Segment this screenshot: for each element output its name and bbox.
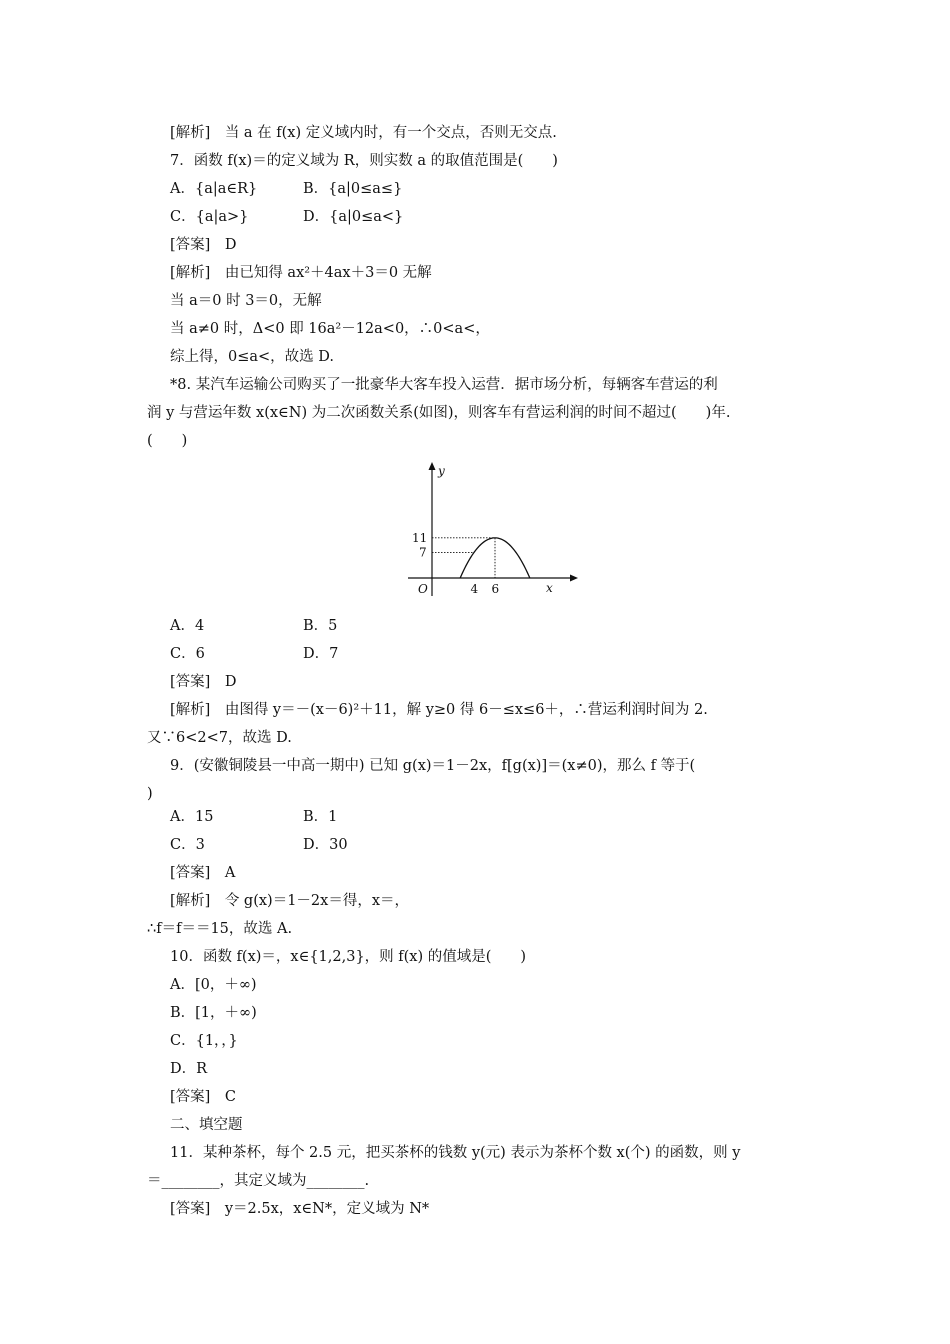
option-b: B．1 [303, 809, 338, 825]
x-tick-label: 6 [491, 582, 500, 596]
parabola-graph [398, 458, 580, 602]
option-b: B．5 [303, 618, 338, 634]
analysis-8-line-2: 又∵6<2<7，故选 D. [147, 730, 292, 746]
line-2: 7．函数 f(x)＝的定义域为 R，则实数 a 的取值范围是( ) [170, 153, 558, 169]
question-11-line-2: ＝________，其定义域为________. [147, 1173, 370, 1189]
option-a: A．{a|a∈R} [170, 181, 258, 197]
question-8-line-2: 润 y 与营运年数 x(x∈N) 为二次函数关系(如图)，则客车有营运利润的时间不超过( )年. [147, 405, 731, 421]
x-tick-label: 4 [470, 582, 479, 596]
option-b: B．[1，＋∞) [170, 1005, 257, 1021]
analysis-7-line-4: 综上得，0≤a<，故选 D. [170, 349, 334, 365]
y-axis-label: y [438, 464, 445, 478]
question-9-line-1: 9．(安徽铜陵县一中高一期中) 已知 g(x)＝1－2x，f[g(x)]＝(x≠0)，那么 f 等于( [170, 758, 696, 774]
y-tick-label: 7 [419, 545, 427, 560]
option-c: C．6 [170, 646, 205, 662]
question-10: 10．函数 f(x)＝，x∈{1,2,3}，则 f(x) 的值域是( ) [170, 949, 527, 965]
option-a: A．4 [170, 618, 205, 634]
analysis-8: [解析] 由图得 y＝－(x－6)²＋11，解 y≥0 得 6－≤x≤6＋，∴营运利润时间为 2. [170, 702, 708, 718]
analysis-9: [解析] 令 g(x)＝1－2x＝得，x＝， [170, 893, 410, 909]
question-11-line-1: 11．某种茶杯，每个 2.5 元，把买茶杯的钱数 y(元) 表示为茶杯个数 x(个) 的函数，则 y [170, 1145, 741, 1161]
answer-9: [答案] A [170, 865, 236, 881]
option-c: C．{a|a>} [170, 209, 249, 225]
answer-8: [答案] D [170, 674, 237, 690]
analysis-9-line-2: ∴f＝f＝＝15，故选 A. [147, 921, 293, 937]
option-b: B．{a|0≤a≤} [303, 181, 403, 197]
question-8-line-3: ( ) [147, 433, 188, 449]
option-c: C．3 [170, 837, 205, 853]
option-a: A．15 [170, 809, 214, 825]
analysis-7: [解析] 由已知得 ax²＋4ax＋3＝0 无解 [170, 265, 432, 281]
option-a: A．[0，＋∞) [170, 977, 257, 993]
answer-11: [答案] y＝2.5x，x∈N*，定义域为 N* [170, 1201, 430, 1217]
analysis-7-line-3: 当 a≠0 时，Δ<0 即 16a²－12a<0，∴0<a<， [170, 321, 490, 337]
x-axis-arrow-icon [570, 575, 578, 582]
y-axis-arrow-icon [429, 462, 436, 470]
origin-label: O [418, 582, 428, 596]
option-d: D．R [170, 1061, 208, 1077]
option-d: D．7 [303, 646, 339, 662]
answer-7: [答案] D [170, 237, 237, 253]
option-d: D．30 [303, 837, 348, 853]
answer-10: [答案] C [170, 1089, 236, 1105]
option-c: C．{1，，} [170, 1033, 238, 1049]
y-tick-label: 11 [412, 530, 428, 545]
x-axis-label: x [546, 581, 553, 595]
section-heading: 二、填空题 [170, 1117, 243, 1133]
question-9-line-2: ) [147, 786, 153, 802]
option-d: D．{a|0≤a<} [303, 209, 404, 225]
analysis-7-line-2: 当 a＝0 时 3＝0，无解 [170, 293, 322, 309]
line-1: [解析] 当 a 在 f(x) 定义域内时，有一个交点，否则无交点. [170, 125, 557, 141]
question-8-line-1: *8. 某汽车运输公司购买了一批豪华大客车投入运营．据市场分析，每辆客车营运的利 [170, 377, 718, 393]
